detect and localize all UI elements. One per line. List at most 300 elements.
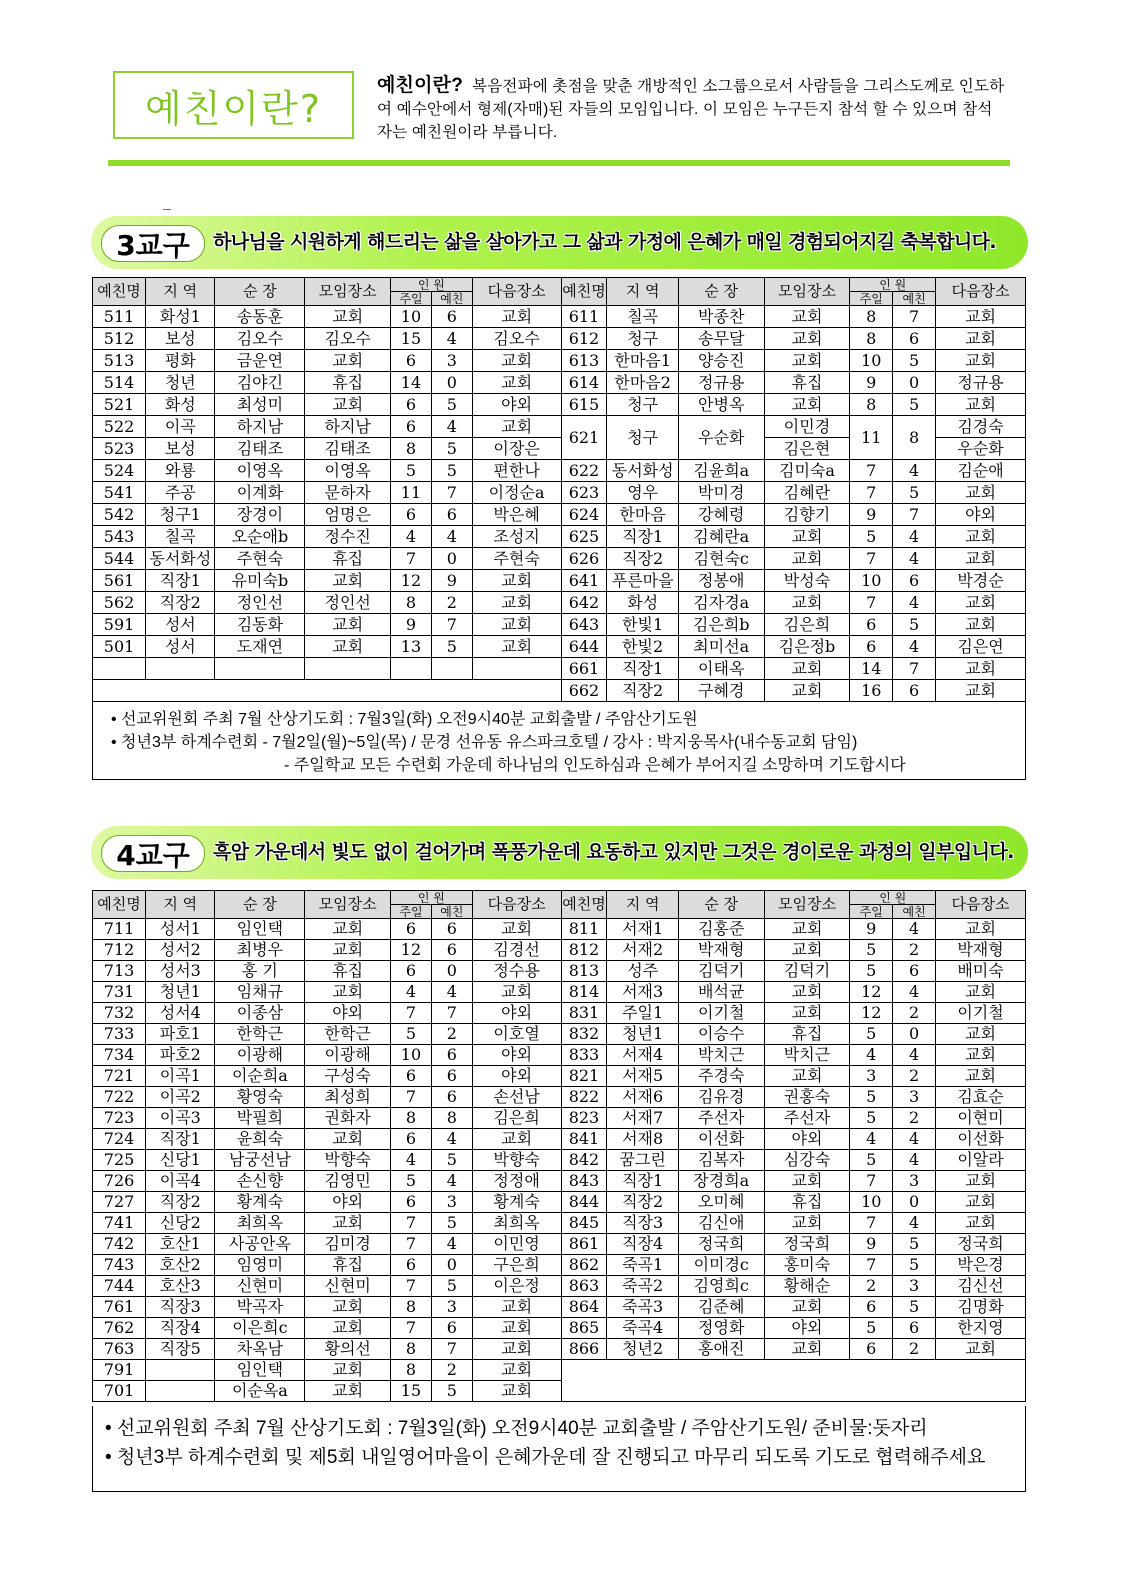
table-cell: 5 bbox=[431, 1150, 472, 1171]
table-cell bbox=[215, 658, 305, 680]
table-cell: 김순애 bbox=[936, 460, 1026, 482]
table-cell: 6 bbox=[391, 919, 432, 940]
table-cell: 호산1 bbox=[146, 1234, 215, 1255]
table-cell: 4 bbox=[391, 982, 432, 1003]
table-row bbox=[93, 1171, 1026, 1192]
table-cell: 임인택 bbox=[215, 1360, 305, 1381]
table-row bbox=[93, 394, 1026, 416]
table-cell: 교회 bbox=[472, 416, 561, 438]
col-yechin: 예친명 bbox=[561, 278, 607, 306]
table-cell: 영우 bbox=[607, 482, 678, 504]
table-row bbox=[93, 1234, 1026, 1255]
table-cell: 교회 bbox=[764, 1003, 850, 1024]
table-cell: 841 bbox=[561, 1129, 607, 1150]
table-cell: 성서4 bbox=[146, 1003, 215, 1024]
table-cell: 교회 bbox=[472, 982, 561, 1003]
table-cell: 성서2 bbox=[146, 940, 215, 961]
table-cell: 8 bbox=[850, 328, 893, 350]
table-cell: 박재형 bbox=[936, 940, 1026, 961]
table-cell: 서재2 bbox=[607, 940, 678, 961]
table-cell: 청구 bbox=[607, 328, 678, 350]
table-cell: 4 bbox=[893, 1045, 936, 1066]
table-cell: 6 bbox=[850, 1339, 893, 1360]
table-cell: 교회 bbox=[305, 1213, 391, 1234]
table-cell: 우순화 bbox=[936, 438, 1026, 460]
table-cell: 2 bbox=[431, 592, 472, 614]
table-cell: 보성 bbox=[146, 328, 215, 350]
table-cell: 사공안옥 bbox=[215, 1234, 305, 1255]
table-cell: 교회 bbox=[305, 982, 391, 1003]
table-cell: 청년2 bbox=[607, 1339, 678, 1360]
table-cell: 6 bbox=[391, 1255, 432, 1276]
table-cell: 교회 bbox=[472, 372, 561, 394]
table-cell: 8 bbox=[391, 1108, 432, 1129]
table-cell: 713 bbox=[93, 961, 146, 982]
table-cell: 9 bbox=[850, 1234, 893, 1255]
table-cell: 6 bbox=[391, 504, 432, 526]
col-place: 모임장소 bbox=[764, 891, 850, 919]
table-cell: 직장2 bbox=[146, 1192, 215, 1213]
table-cell bbox=[146, 1381, 215, 1402]
table-cell: 교회 bbox=[472, 1339, 561, 1360]
table-cell: 0 bbox=[431, 372, 472, 394]
table-cell: 윤희숙 bbox=[215, 1129, 305, 1150]
table-cell: 편한나 bbox=[472, 460, 561, 482]
table-cell: 11 bbox=[850, 416, 893, 460]
table-cell: 644 bbox=[561, 636, 607, 658]
table-cell: 주현숙 bbox=[215, 548, 305, 570]
table-cell: 731 bbox=[93, 982, 146, 1003]
table-cell: 화성 bbox=[607, 592, 678, 614]
table-cell: 성서3 bbox=[146, 961, 215, 982]
table-cell: 4 bbox=[893, 1213, 936, 1234]
table-cell: 김혜란a bbox=[678, 526, 764, 548]
table-cell: 6 bbox=[391, 350, 432, 372]
table-cell: 야외 bbox=[305, 1003, 391, 1024]
table-cell: 501 bbox=[93, 636, 146, 658]
table-cell: 이호열 bbox=[472, 1024, 561, 1045]
table-cell: 661 bbox=[561, 658, 607, 680]
col-next: 다음장소 bbox=[936, 891, 1026, 919]
table-cell: 도재연 bbox=[215, 636, 305, 658]
table-cell: 직장1 bbox=[146, 570, 215, 592]
table-cell: 4 bbox=[850, 1045, 893, 1066]
table-cell: 직장2 bbox=[146, 592, 215, 614]
table-cell: 교회 bbox=[472, 636, 561, 658]
table-cell: 교회 bbox=[472, 1129, 561, 1150]
table-cell: 김향기 bbox=[764, 504, 850, 526]
table-row bbox=[93, 1297, 1026, 1318]
table-cell: 교회 bbox=[305, 1381, 391, 1402]
district3-notes bbox=[92, 702, 1026, 780]
table-cell: 3 bbox=[893, 1171, 936, 1192]
table-cell: 3 bbox=[431, 1297, 472, 1318]
table-cell: 814 bbox=[561, 982, 607, 1003]
table-row bbox=[93, 614, 1026, 636]
table-cell: 김야긴 bbox=[215, 372, 305, 394]
table-cell: 한마음2 bbox=[607, 372, 678, 394]
table-cell: 교회 bbox=[764, 592, 850, 614]
table-cell: 이미경c bbox=[678, 1255, 764, 1276]
table-cell: 0 bbox=[431, 548, 472, 570]
table-cell: 하지남 bbox=[215, 416, 305, 438]
table-cell: 4 bbox=[893, 1129, 936, 1150]
table-cell: 김영민 bbox=[305, 1171, 391, 1192]
table-cell: 3 bbox=[893, 1276, 936, 1297]
table-row bbox=[93, 961, 1026, 982]
table-cell: 김덕기 bbox=[678, 961, 764, 982]
table-cell: 김경선 bbox=[472, 940, 561, 961]
table-cell: 0 bbox=[893, 1192, 936, 1213]
table-cell: 845 bbox=[561, 1213, 607, 1234]
table-row bbox=[93, 1024, 1026, 1045]
table-cell: 김준혜 bbox=[678, 1297, 764, 1318]
table-cell bbox=[146, 1360, 215, 1381]
table-cell: 조성지 bbox=[472, 526, 561, 548]
table-cell: 732 bbox=[93, 1003, 146, 1024]
table-cell: 5 bbox=[391, 1024, 432, 1045]
table-cell: 와룡 bbox=[146, 460, 215, 482]
table-cell: 511 bbox=[93, 306, 146, 328]
table-cell: 5 bbox=[431, 1381, 472, 1402]
table-cell: 칠곡 bbox=[607, 306, 678, 328]
table-cell: 이순옥a bbox=[215, 1381, 305, 1402]
table-row bbox=[93, 919, 1026, 940]
table-cell: 교회 bbox=[764, 1171, 850, 1192]
table-cell: 4 bbox=[391, 526, 432, 548]
table-cell: 624 bbox=[561, 504, 607, 526]
table-cell: 교회 bbox=[764, 680, 850, 702]
table-cell: 721 bbox=[93, 1066, 146, 1087]
table-cell: 정영화 bbox=[678, 1318, 764, 1339]
table-cell: 725 bbox=[93, 1150, 146, 1171]
table-cell: 주공 bbox=[146, 482, 215, 504]
table-cell: 711 bbox=[93, 919, 146, 940]
table-cell: 2 bbox=[893, 1003, 936, 1024]
table-cell: 박향숙 bbox=[472, 1150, 561, 1171]
table-row bbox=[93, 1150, 1026, 1171]
table-cell: 김명화 bbox=[936, 1297, 1026, 1318]
table-cell: 14 bbox=[391, 372, 432, 394]
table-cell: 이현미 bbox=[936, 1108, 1026, 1129]
table-cell: 화성 bbox=[146, 394, 215, 416]
table-cell: 평화 bbox=[146, 350, 215, 372]
table-cell: 6 bbox=[893, 570, 936, 592]
table-cell: 오미혜 bbox=[678, 1192, 764, 1213]
table-cell: 손선남 bbox=[472, 1087, 561, 1108]
table-cell: 금운연 bbox=[215, 350, 305, 372]
table-cell: 621 bbox=[561, 416, 607, 460]
table-cell: 송무달 bbox=[678, 328, 764, 350]
table-cell: 신현미 bbox=[305, 1276, 391, 1297]
table-cell: 844 bbox=[561, 1192, 607, 1213]
intro-title-box bbox=[113, 71, 354, 139]
district3-banner bbox=[91, 216, 1028, 269]
table-cell: 교회 bbox=[305, 394, 391, 416]
table-cell: 4 bbox=[850, 1129, 893, 1150]
table-cell: 7 bbox=[391, 1276, 432, 1297]
table-cell: 0 bbox=[431, 1255, 472, 1276]
table-cell: 직장5 bbox=[146, 1339, 215, 1360]
table-cell: 김동화 bbox=[215, 614, 305, 636]
table-cell: 정국희 bbox=[764, 1234, 850, 1255]
table-cell: 교회 bbox=[472, 1297, 561, 1318]
col-region: 지 역 bbox=[607, 891, 678, 919]
table-cell: 야외 bbox=[472, 1045, 561, 1066]
table-cell: 842 bbox=[561, 1150, 607, 1171]
table-cell: 11 bbox=[391, 482, 432, 504]
table-cell: 4 bbox=[893, 982, 936, 1003]
table-cell: 휴집 bbox=[305, 961, 391, 982]
table-cell: 513 bbox=[93, 350, 146, 372]
table-cell: 6 bbox=[893, 1318, 936, 1339]
table-cell: 교회 bbox=[305, 636, 391, 658]
table-cell: 5 bbox=[893, 614, 936, 636]
table-cell: 865 bbox=[561, 1318, 607, 1339]
table-cell: 3 bbox=[431, 1192, 472, 1213]
table-cell: 장경이 bbox=[215, 504, 305, 526]
table-cell: 교회 bbox=[936, 1045, 1026, 1066]
table-cell: 죽곡2 bbox=[607, 1276, 678, 1297]
table-cell: 763 bbox=[93, 1339, 146, 1360]
divider-bar bbox=[108, 160, 1010, 166]
table-cell: 821 bbox=[561, 1066, 607, 1087]
table-cell: 우순화 bbox=[678, 416, 764, 460]
table-cell: 김영희c bbox=[678, 1276, 764, 1297]
table-cell: 813 bbox=[561, 961, 607, 982]
table-cell: 이은정 bbox=[472, 1276, 561, 1297]
table-cell: 교회 bbox=[305, 306, 391, 328]
table-cell: 교회 bbox=[936, 982, 1026, 1003]
table-cell: 이민영 bbox=[472, 1234, 561, 1255]
table-cell: 611 bbox=[561, 306, 607, 328]
col-yechin: 예친명 bbox=[561, 891, 607, 919]
table-cell: 4 bbox=[893, 548, 936, 570]
table-cell: 10 bbox=[850, 570, 893, 592]
table-cell: 7 bbox=[391, 1234, 432, 1255]
table-cell: 김오수 bbox=[305, 328, 391, 350]
table-cell: 교회 bbox=[305, 350, 391, 372]
table-cell: 642 bbox=[561, 592, 607, 614]
table-cell: 교회 bbox=[764, 394, 850, 416]
table-row bbox=[93, 1276, 1026, 1297]
table-cell: 김경숙 bbox=[936, 416, 1026, 438]
table-cell: 8 bbox=[391, 1339, 432, 1360]
table-cell: 이종삼 bbox=[215, 1003, 305, 1024]
table-row bbox=[93, 1360, 1026, 1381]
col-sunday: 주일 bbox=[391, 905, 432, 919]
table-cell: 16 bbox=[850, 680, 893, 702]
table-cell: 교회 bbox=[764, 306, 850, 328]
table-cell: 김은희 bbox=[472, 1108, 561, 1129]
table-cell: 직장2 bbox=[607, 548, 678, 570]
table-cell: 612 bbox=[561, 328, 607, 350]
table-cell: 교회 bbox=[936, 919, 1026, 940]
table-cell: 이곡3 bbox=[146, 1108, 215, 1129]
table-cell: 서재5 bbox=[607, 1066, 678, 1087]
table-cell: 541 bbox=[93, 482, 146, 504]
table-cell: 7 bbox=[431, 1003, 472, 1024]
table-cell: 야외 bbox=[936, 504, 1026, 526]
table-cell: 8 bbox=[391, 1360, 432, 1381]
table-cell: 권화자 bbox=[305, 1108, 391, 1129]
table-cell: 2 bbox=[893, 1339, 936, 1360]
table-cell: 6 bbox=[431, 1087, 472, 1108]
col-leader: 순 장 bbox=[215, 278, 305, 306]
table-cell: 5 bbox=[893, 350, 936, 372]
table-cell: 야외 bbox=[472, 1003, 561, 1024]
table-cell: 866 bbox=[561, 1339, 607, 1360]
col-next: 다음장소 bbox=[472, 278, 561, 306]
table-row bbox=[93, 636, 1026, 658]
col-leader: 순 장 bbox=[678, 891, 764, 919]
table-row bbox=[93, 1066, 1026, 1087]
table-cell: 5 bbox=[391, 460, 432, 482]
table-cell: 12 bbox=[391, 570, 432, 592]
table-cell: 이정순a bbox=[472, 482, 561, 504]
table-cell: 신당1 bbox=[146, 1150, 215, 1171]
table-cell: 4 bbox=[893, 460, 936, 482]
table-cell: 623 bbox=[561, 482, 607, 504]
table-cell: 5 bbox=[893, 1297, 936, 1318]
table-cell: 김자경a bbox=[678, 592, 764, 614]
table-cell: 유미숙b bbox=[215, 570, 305, 592]
table-row bbox=[93, 548, 1026, 570]
table-cell: 교회 bbox=[305, 570, 391, 592]
table-cell: 7 bbox=[391, 548, 432, 570]
table-cell: 교회 bbox=[936, 680, 1026, 702]
table-cell: 교회 bbox=[472, 1381, 561, 1402]
table-cell: 이곡4 bbox=[146, 1171, 215, 1192]
table-cell: 8 bbox=[850, 306, 893, 328]
table-cell: 칠곡 bbox=[146, 526, 215, 548]
table-cell: 박미경 bbox=[678, 482, 764, 504]
table-cell: 직장3 bbox=[146, 1297, 215, 1318]
table-cell: 김신애 bbox=[678, 1213, 764, 1234]
table-cell: 12 bbox=[850, 982, 893, 1003]
table-cell: 626 bbox=[561, 548, 607, 570]
table-cell: 5 bbox=[431, 438, 472, 460]
table-cell: 직장2 bbox=[607, 1192, 678, 1213]
table-row bbox=[93, 482, 1026, 504]
district3-label: 3교구 bbox=[101, 225, 205, 262]
table-cell: 831 bbox=[561, 1003, 607, 1024]
table-cell: 6 bbox=[850, 614, 893, 636]
table-cell: 임채규 bbox=[215, 982, 305, 1003]
table-cell: 이계화 bbox=[215, 482, 305, 504]
table-cell: 762 bbox=[93, 1318, 146, 1339]
table-cell: 교회 bbox=[936, 548, 1026, 570]
table-cell: 10 bbox=[850, 350, 893, 372]
table-cell: 7 bbox=[850, 592, 893, 614]
table-cell: 10 bbox=[391, 1045, 432, 1066]
table-row bbox=[93, 1339, 1026, 1360]
table-cell: 722 bbox=[93, 1087, 146, 1108]
table-cell: 죽곡4 bbox=[607, 1318, 678, 1339]
table-cell: 512 bbox=[93, 328, 146, 350]
table-cell: 정인선 bbox=[215, 592, 305, 614]
table-cell bbox=[305, 658, 391, 680]
table-cell: 직장1 bbox=[607, 1171, 678, 1192]
table-cell: 휴집 bbox=[305, 1255, 391, 1276]
table-cell: 교회 bbox=[764, 1339, 850, 1360]
table-cell: 정국희 bbox=[678, 1234, 764, 1255]
table-cell bbox=[146, 658, 215, 680]
table-cell: 14 bbox=[850, 658, 893, 680]
table-cell: 6 bbox=[391, 394, 432, 416]
table-cell: 강혜령 bbox=[678, 504, 764, 526]
table-cell: 김미경 bbox=[305, 1234, 391, 1255]
table-cell: 7 bbox=[850, 460, 893, 482]
table-cell: 5 bbox=[850, 1318, 893, 1339]
table-cell: 청년1 bbox=[607, 1024, 678, 1045]
table-cell: 배석균 bbox=[678, 982, 764, 1003]
table-cell: 한빛2 bbox=[607, 636, 678, 658]
table-cell: 5 bbox=[431, 1213, 472, 1234]
intro-paragraph bbox=[377, 74, 1007, 144]
table-cell: 3 bbox=[850, 1066, 893, 1087]
table-cell: 6 bbox=[893, 961, 936, 982]
table-cell: 0 bbox=[431, 961, 472, 982]
table-cell: 4 bbox=[431, 526, 472, 548]
table-row bbox=[93, 504, 1026, 526]
table-cell: 최병우 bbox=[215, 940, 305, 961]
table-cell: 박재형 bbox=[678, 940, 764, 961]
table-cell: 임인택 bbox=[215, 919, 305, 940]
table-cell: 6 bbox=[391, 961, 432, 982]
table-cell: 파호2 bbox=[146, 1045, 215, 1066]
col-sunday: 주일 bbox=[850, 905, 893, 919]
table-cell: 5 bbox=[850, 1108, 893, 1129]
table-cell: 7 bbox=[431, 614, 472, 636]
table-cell: 4 bbox=[431, 416, 472, 438]
table-cell: 교회 bbox=[472, 1318, 561, 1339]
table-cell: 2 bbox=[431, 1360, 472, 1381]
table-cell: 3 bbox=[431, 350, 472, 372]
table-cell: 524 bbox=[93, 460, 146, 482]
district4-banner bbox=[91, 826, 1028, 879]
table-cell: 교회 bbox=[305, 1297, 391, 1318]
table-cell: 꿈그린 bbox=[607, 1150, 678, 1171]
district3-note: - 주일학교 모든 수련회 가운데 하나님의 인도하심과 은혜가 부어지길 소망하며 기도합시다 bbox=[284, 757, 906, 774]
table-cell: 5 bbox=[431, 636, 472, 658]
table-cell: 864 bbox=[561, 1297, 607, 1318]
table-cell: 교회 bbox=[764, 940, 850, 961]
table-cell: 7 bbox=[391, 1318, 432, 1339]
col-yechin-count: 예친 bbox=[431, 905, 472, 919]
table-cell: 교회 bbox=[305, 1129, 391, 1150]
table-cell: 5 bbox=[893, 1234, 936, 1255]
table-cell: 7 bbox=[893, 658, 936, 680]
table-cell: 서재7 bbox=[607, 1108, 678, 1129]
table-cell: 7 bbox=[850, 548, 893, 570]
table-cell: 주선자 bbox=[764, 1108, 850, 1129]
table-cell: 514 bbox=[93, 372, 146, 394]
table-cell: 직장4 bbox=[607, 1234, 678, 1255]
table-cell: 교회 bbox=[936, 394, 1026, 416]
table-cell: 정인선 bbox=[305, 592, 391, 614]
table-cell: 직장2 bbox=[607, 680, 678, 702]
table-cell: 613 bbox=[561, 350, 607, 372]
table-cell: 교회 bbox=[472, 1360, 561, 1381]
table-cell: 동서화성 bbox=[146, 548, 215, 570]
table-cell: 6 bbox=[431, 1045, 472, 1066]
table-cell: 6 bbox=[431, 919, 472, 940]
table-cell: 주선자 bbox=[678, 1108, 764, 1129]
table-cell: 성서 bbox=[146, 614, 215, 636]
table-cell: 4 bbox=[893, 636, 936, 658]
table-row bbox=[93, 1045, 1026, 1066]
